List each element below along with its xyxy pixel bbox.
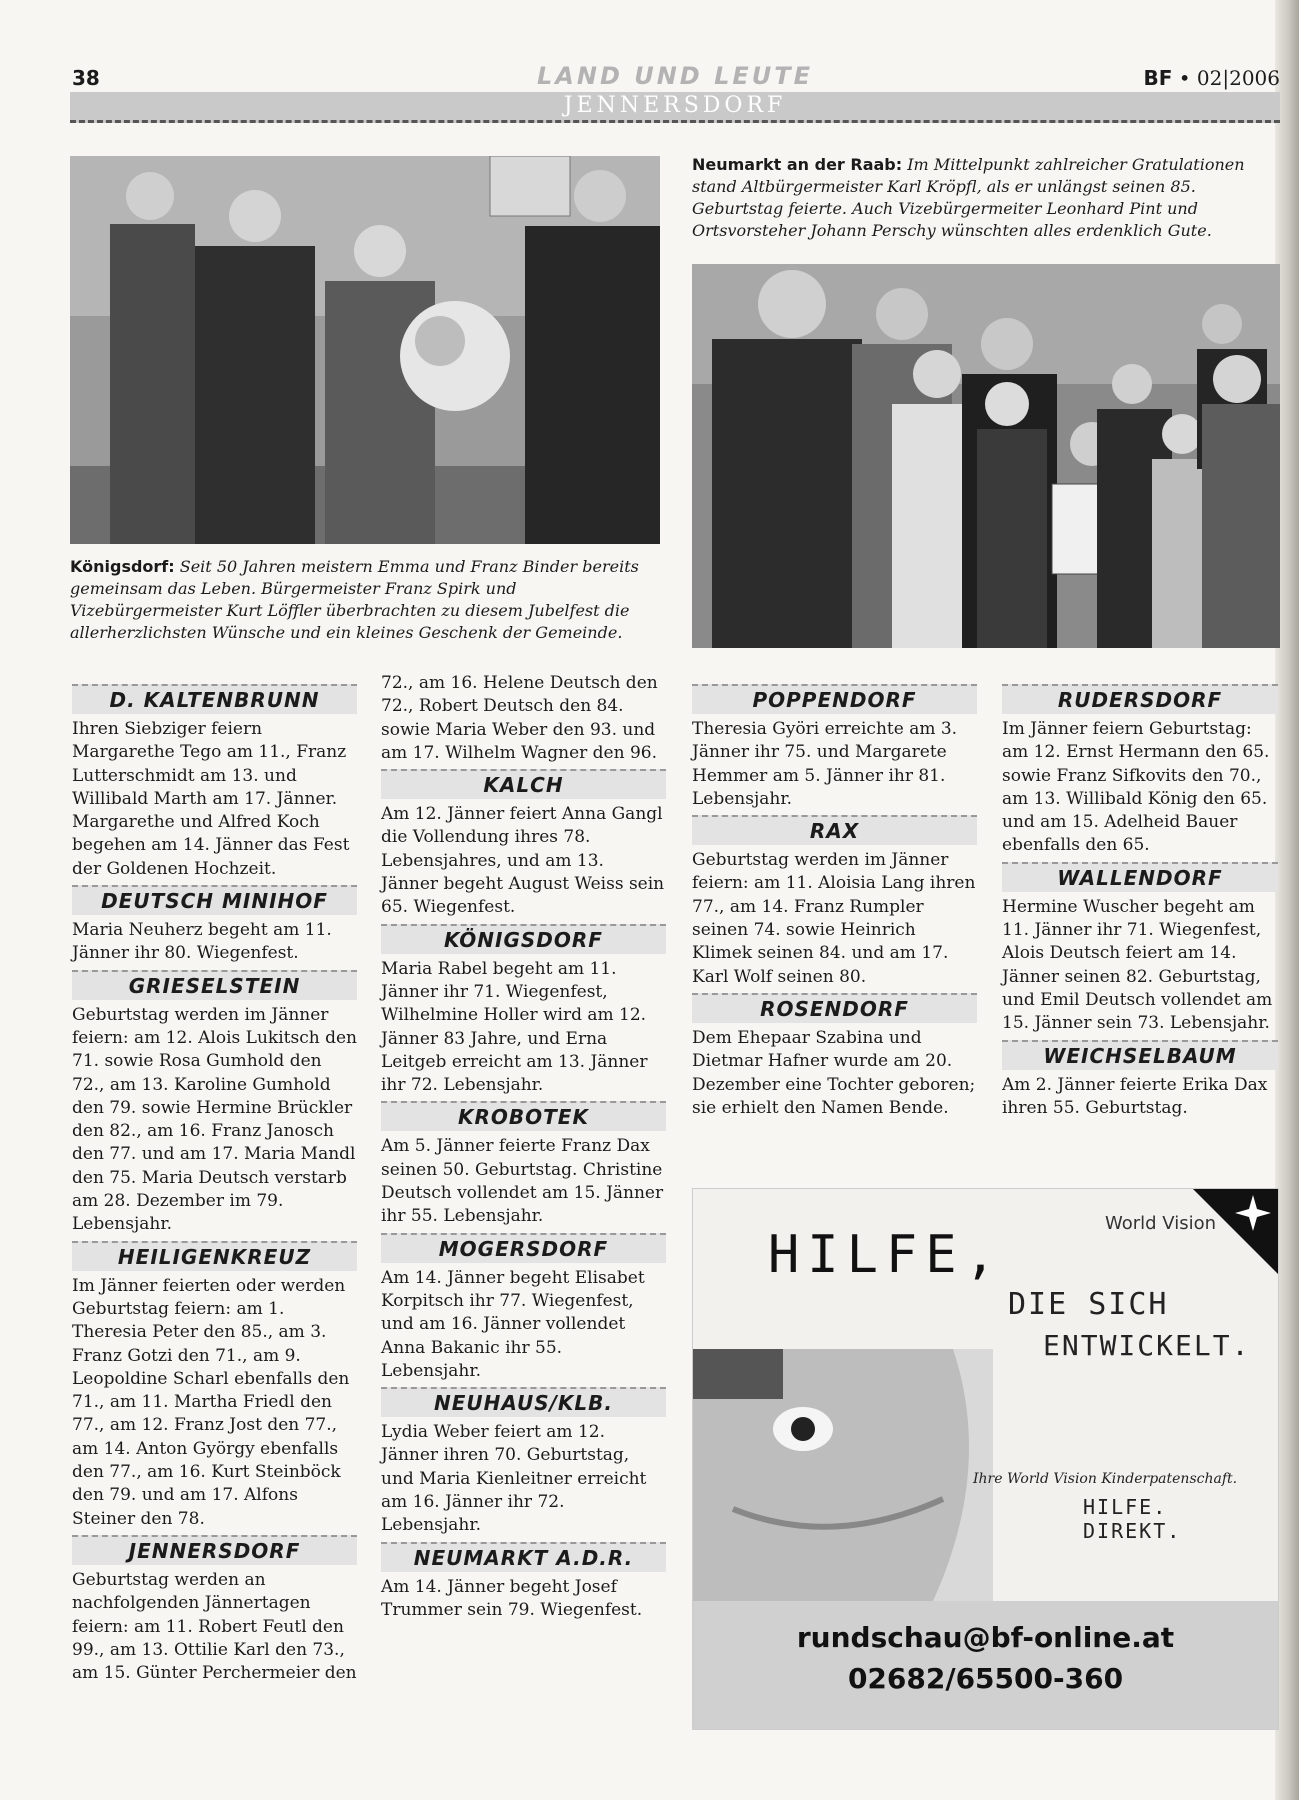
- region-banner: [70, 92, 1280, 123]
- heading-mogersdorf: MOGERSDORF: [381, 1233, 666, 1263]
- article-rosendorf: Dem Ehepaar Szabina und Dietmar Hafner wurde am 20. Dezember eine Tochter geboren; sie erhielt den Namen Bende.: [692, 1027, 976, 1118]
- heading-neumarkt-adr: NEUMARKT A.D.R.: [381, 1542, 666, 1572]
- article-deutsch-minihof: Maria Neuherz begeht am 11. Jänner ihr 80. Wiegenfest.: [72, 920, 332, 964]
- article-jennersdorf-continued: 72., am 16. Helene Deutsch den 72., Robert Deutsch den 84. sowie Maria Weber den 93. und am 17. Wilhelm Wagner den 96.: [381, 673, 658, 763]
- article-heiligenkreuz: Im Jänner feierten oder werden Geburtstag feiern: am 1. Theresia Peter den 85., am 3. Franz Gotzi den 71., am 9. Leopoldine Scharl ebenfalls den 71., am 11. Martha Friedl den 77., am 12. Franz Jost den 77., am 14. Anton György ebenfalls den 77., am 16. Kurt Steinböck den 79. und am 17. Alfons Steiner den 78.: [72, 1275, 350, 1529]
- publication-name: BF: [1143, 66, 1173, 90]
- neumarkt-photo: [692, 264, 1280, 648]
- koenigsdorf-caption: [70, 556, 660, 644]
- article-mogersdorf: Am 14. Jänner begeht Elisabet Korpitsch ihr 77. Wiegenfest, und am 16. Jänner vollendet Anna Bakanic ihr 55. Lebensjahr.: [381, 1267, 645, 1381]
- article-neuhaus-klb: Lydia Weber feiert am 12. Jänner ihren 70. Geburtstag, und Maria Kienleitner erreicht am 16. Jänner ihr 72. Lebensjahr.: [381, 1422, 647, 1536]
- heading-heiligenkreuz: HEILIGENKREUZ: [72, 1241, 357, 1271]
- heading-poppendorf: POPPENDORF: [692, 684, 977, 714]
- neumarkt-caption: [692, 154, 1272, 242]
- article-krobotek: Am 5. Jänner feierte Franz Dax seinen 50. Geburtstag. Christine Deutsch vollendet am 15. Jänner ihr 55. Lebensjahr.: [381, 1136, 664, 1227]
- article-wallendorf: Hermine Wuscher begeht am 11. Jänner ihr 71. Wiegenfest, Alois Deutsch feiert am 14. Jänner seinen 82. Geburtstag, und Emil Deutsch vollendet am 15. Jänner sein 73. Lebensjahr.: [1002, 896, 1273, 1034]
- ad-line-3: ENTWICKELT.: [1043, 1329, 1251, 1362]
- heading-weichselbaum: WEICHSELBAUM: [1002, 1040, 1278, 1070]
- article-grieselstein: Geburtstag werden im Jänner feiern: am 12. Alois Lukitsch den 71. sowie Rosa Gumhold den 72., am 13. Karoline Gumhold den 79. sowie Hermine Brückler den 82., am 16. Franz Janosch den 77. und am 17. Maria Mandl den 75. Maria Deutsch verstarb am 28. Dezember im 79. Lebensjahr.: [72, 1004, 357, 1235]
- caption-place: Neumarkt an der Raab:: [692, 155, 903, 174]
- heading-rax: RAX: [692, 815, 977, 845]
- column-4: [1002, 680, 1278, 1120]
- article-weichselbaum: Am 2. Jänner feierte Erika Dax ihren 55. Geburtstag.: [1002, 1074, 1268, 1118]
- article-rudersdorf: Im Jänner feiern Geburtstag: am 12. Ernst Hermann den 65. sowie Franz Sifkovits den 70., am 13. Willibald König den 65. und am 15. Adelheid Bauer ebenfalls den 65.: [1002, 719, 1270, 856]
- region-title: JENNERSDORF: [563, 93, 787, 118]
- ad-tagline: Ihre World Vision Kinderpatenschaft.: [973, 1471, 1238, 1487]
- heading-rosendorf: ROSENDORF: [692, 993, 977, 1023]
- world-vision-ad: [692, 1188, 1279, 1730]
- article-koenigsdorf: Maria Rabel begeht am 11. Jänner ihr 71. Wiegenfest, Wilhelmine Holler wird am 12. Jänner 83 Jahre, und Erna Leitgeb erreicht am 13. Jänner ihr 72. Lebensjahr.: [381, 958, 648, 1096]
- article-poppendorf: Theresia Györi erreichte am 3. Jänner ihr 75. und Margarete Hemmer am 5. Jänner ihr 81. Lebensjahr.: [692, 719, 958, 809]
- article-d-kaltenbrunn: Ihren Siebziger feiern Margarethe Tego am 11., Franz Lutterschmidt am 13. und Willibald Marth am 17. Jänner. Margarethe und Alfred Koch begehen am 14. Jänner das Fest der Goldenen Hochzeit.: [72, 719, 350, 879]
- article-rax: Geburtstag werden im Jänner feiern: am 11. Aloisia Lang ihren 77., am 14. Franz Rumpler seinen 74. sowie Heinrich Klimek seinen 84. und am 17. Karl Wolf seinen 80.: [692, 850, 976, 987]
- heading-krobotek: KROBOTEK: [381, 1101, 666, 1131]
- issue-number: 02|2006: [1196, 66, 1280, 90]
- koenigsdorf-photo: [70, 156, 660, 544]
- heading-koenigsdorf: KÖNIGSDORF: [381, 924, 666, 954]
- heading-grieselstein: GRIESELSTEIN: [72, 970, 357, 1000]
- contact-phone: 02682/65500-360: [847, 1662, 1124, 1695]
- caption-text: Im Mittelpunkt zahlreicher Gratulationen stand Altbürgermeister Karl Kröpfl, als er unlängst seinen 85. Geburtstag feierte. Auch Vizebürgermeiter Leonhard Pint und Ortsvorsteher Johann Perschy wünschten alles erdenklich Gute.: [692, 155, 1245, 240]
- column-2: [381, 672, 666, 1622]
- contact-box: [693, 1601, 1278, 1729]
- heading-d-kaltenbrunn: D. KALTENBRUNN: [72, 684, 357, 714]
- heading-neuhaus-klb: NEUHAUS/KLB.: [381, 1387, 666, 1417]
- column-1: [72, 680, 357, 1685]
- section-title: LAND UND LEUTE: [536, 62, 814, 90]
- ad-tagline-2: HILFE. DIREKT.: [1083, 1495, 1182, 1543]
- caption-place: Königsdorf:: [70, 557, 175, 576]
- caption-text: Seit 50 Jahren meistern Emma und Franz Binder bereits gemeinsam das Leben. Bürgermeister Franz Spirk und Vizebürgermeister Kurt Löffler überbrachten zu diesem Jubelfest die allerherzlichsten Wünsche und ein kleines Geschenk der Gemeinde.: [70, 557, 639, 642]
- heading-deutsch-minihof: DEUTSCH MINIHOF: [72, 885, 357, 915]
- heading-kalch: KALCH: [381, 769, 666, 799]
- ad-headline: HILFE,: [768, 1225, 1004, 1285]
- heading-jennersdorf: JENNERSDORF: [72, 1535, 357, 1565]
- heading-wallendorf: WALLENDORF: [1002, 862, 1278, 892]
- issue-label: BF • 02|2006: [1143, 66, 1280, 90]
- column-3: [692, 680, 977, 1120]
- contact-email[interactable]: rundschau@bf-online.at: [796, 1621, 1175, 1654]
- heading-rudersdorf: RUDERSDORF: [1002, 684, 1278, 714]
- article-jennersdorf: Geburtstag werden an nachfolgenden Jännertagen feiern: am 11. Robert Feutl den 99., am 13. Ottilie Karl den 73., am 15. Günter Perchermeier den: [72, 1569, 357, 1684]
- article-kalch: Am 12. Jänner feiert Anna Gangl die Vollendung ihres 78. Lebensjahres, und am 13. Jänner begeht August Weiss sein 65. Wiegenfest.: [381, 804, 665, 918]
- article-neumarkt-adr: Am 14. Jänner begeht Josef Trummer sein 79. Wiegenfest.: [381, 1576, 643, 1620]
- world-vision-logo: World Vision: [1105, 1213, 1217, 1234]
- child-face-image: [693, 1349, 993, 1601]
- page-number: 38: [72, 66, 100, 90]
- ad-line-2: DIE SICH: [1008, 1287, 1169, 1322]
- page-header: [70, 56, 1280, 90]
